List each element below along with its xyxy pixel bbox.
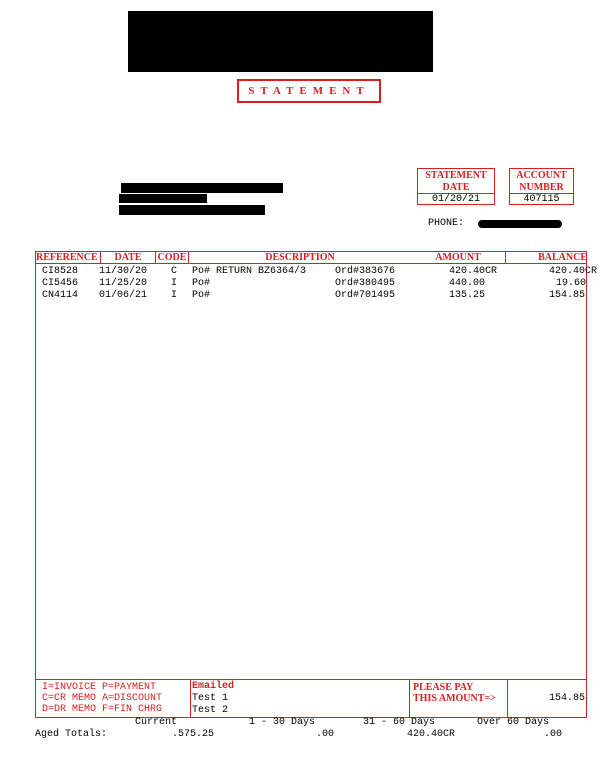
row-2-order: Ord#380495 bbox=[335, 278, 396, 289]
statement-title: STATEMENT bbox=[237, 79, 381, 103]
column-header-date: DATE bbox=[101, 252, 156, 264]
legend-line-2: C=CR MEMO A=DISCOUNT bbox=[42, 693, 163, 704]
aging-value-over-60: .00 bbox=[544, 729, 563, 740]
footer-divider-left bbox=[190, 679, 191, 717]
footer-divider bbox=[35, 679, 587, 680]
account-number-box bbox=[509, 168, 574, 205]
column-header-reference: REFERENCE bbox=[35, 252, 101, 264]
aging-header-31-60: 31 - 60 Days bbox=[363, 717, 436, 728]
column-header-balance: BALANCE bbox=[506, 252, 587, 264]
row-3-amount: 135.25 bbox=[449, 290, 486, 301]
aging-header-over-60: Over 60 Days bbox=[477, 717, 550, 728]
aging-value-31-60: 420.40CR bbox=[407, 729, 456, 740]
account-number-label-2: NUMBER bbox=[519, 182, 564, 193]
aging-header-1-30: 1 - 30 Days bbox=[249, 717, 316, 728]
aging-value-1-30: .00 bbox=[316, 729, 335, 740]
legend-line-1: I=INVOICE P=PAYMENT bbox=[42, 682, 157, 693]
row-2-balance: 19.60 bbox=[556, 278, 587, 289]
row-3-code: I bbox=[171, 290, 178, 301]
footer-divider-amount bbox=[507, 679, 508, 717]
please-pay-line-1: PLEASE PAY bbox=[413, 682, 474, 693]
aged-totals-label: Aged Totals: bbox=[35, 729, 108, 740]
row-1-amount: 420.40CR bbox=[449, 266, 498, 277]
row-1-order: Ord#383676 bbox=[335, 266, 396, 277]
row-1-date: 11/30/20 bbox=[99, 266, 148, 277]
message-line-1: Emailed bbox=[192, 681, 235, 692]
row-1-balance: 420.40CR bbox=[549, 266, 598, 277]
redacted-address-line-2 bbox=[119, 194, 207, 203]
row-2-code: I bbox=[171, 278, 178, 289]
aging-value-current: .575.25 bbox=[172, 729, 215, 740]
row-3-balance: 154.85 bbox=[549, 290, 586, 301]
row-3-reference: CN4114 bbox=[42, 290, 79, 301]
column-header-description: DESCRIPTION bbox=[189, 252, 411, 264]
row-2-amount: 440.00 bbox=[449, 278, 486, 289]
row-3-description: Po# bbox=[192, 290, 211, 301]
statement-date-label-1: STATEMENT bbox=[425, 170, 487, 181]
statement-date-box bbox=[417, 168, 495, 205]
statement-date-value: 01/20/21 bbox=[418, 193, 494, 206]
row-1-reference: CI8528 bbox=[42, 266, 79, 277]
column-header-code: CODE bbox=[156, 252, 189, 264]
row-2-date: 11/25/20 bbox=[99, 278, 148, 289]
aging-header-current: Current bbox=[135, 717, 178, 728]
message-line-3: Test 2 bbox=[192, 705, 229, 716]
account-number-label-1: ACCOUNT bbox=[516, 170, 567, 181]
legend-line-3: D=DR MEMO F=FIN CHRG bbox=[42, 704, 163, 715]
please-pay-line-2: THIS AMOUNT=> bbox=[413, 693, 496, 704]
row-3-order: Ord#701495 bbox=[335, 290, 396, 301]
redacted-address-line-3 bbox=[119, 205, 265, 215]
row-3-date: 01/06/21 bbox=[99, 290, 148, 301]
row-2-description: Po# bbox=[192, 278, 211, 289]
account-number-value: 407115 bbox=[510, 193, 573, 206]
phone-label: PHONE: bbox=[428, 218, 465, 229]
redacted-company-header bbox=[128, 11, 433, 72]
footer-divider-right bbox=[409, 679, 410, 717]
row-1-description: Po# RETURN BZ6364/3 bbox=[192, 266, 307, 277]
transactions-table bbox=[35, 251, 587, 718]
statement-date-label-2: DATE bbox=[442, 182, 470, 193]
row-1-code: C bbox=[171, 266, 178, 277]
message-line-2: Test 1 bbox=[192, 693, 229, 704]
please-pay-amount: 154.85 bbox=[549, 693, 586, 704]
row-2-reference: CI5456 bbox=[42, 278, 79, 289]
redacted-address-line-1 bbox=[121, 183, 283, 193]
column-header-amount: AMOUNT bbox=[411, 252, 506, 264]
redacted-phone bbox=[478, 220, 562, 228]
